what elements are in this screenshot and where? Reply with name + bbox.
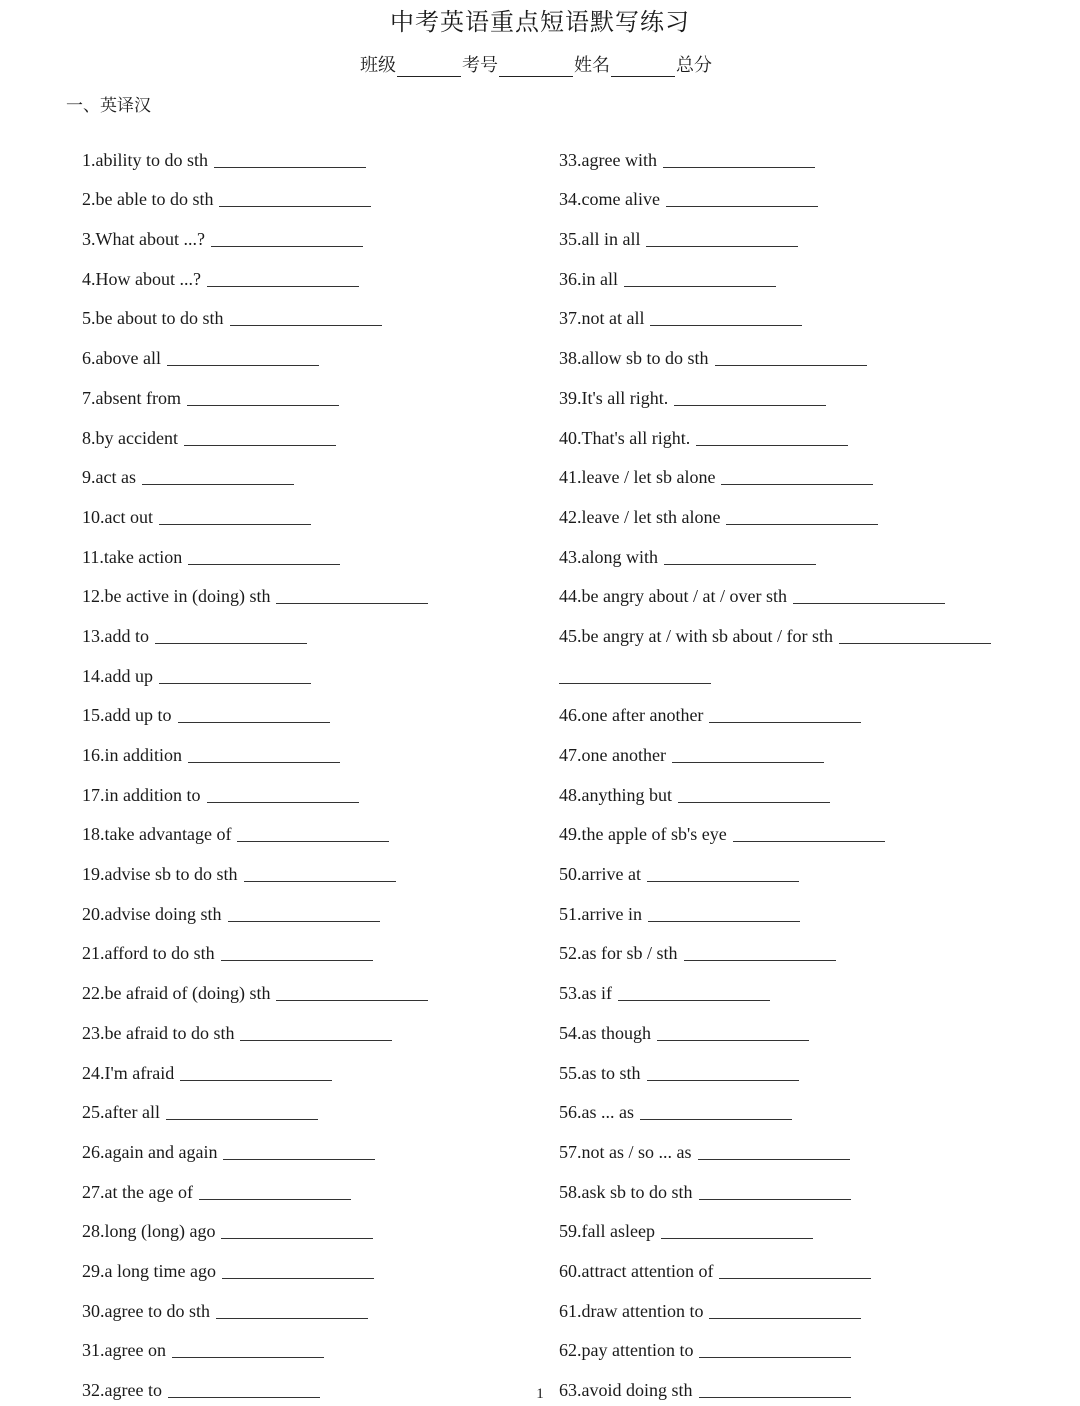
answer-blank[interactable] <box>715 364 867 366</box>
phrase-item <box>559 1242 991 1282</box>
phrase-text: 29.a long time ago <box>82 1260 216 1281</box>
answer-blank[interactable] <box>661 1237 813 1239</box>
phrase-item <box>559 449 991 489</box>
answer-blank[interactable] <box>207 285 359 287</box>
phrase-item <box>82 925 428 965</box>
phrase-text: 32.agree to <box>82 1380 162 1400</box>
phrase-text: 36.in all <box>559 268 618 289</box>
phrase-item <box>559 210 991 250</box>
page-number: 1 <box>536 1386 544 1402</box>
phrase-text: 3.What about ...? <box>82 229 205 250</box>
phrase-text: 39.It's all right. <box>559 387 669 408</box>
phrase-text: 13.add to <box>82 625 149 646</box>
phrase-item <box>82 647 428 687</box>
answer-blank[interactable] <box>172 1356 324 1358</box>
answer-blank[interactable] <box>726 523 878 525</box>
answer-blank[interactable] <box>207 801 359 803</box>
answer-blank[interactable] <box>214 166 366 168</box>
phrase-text: 62.pay attention to <box>559 1340 694 1361</box>
phrase-item <box>82 1123 428 1163</box>
phrase-item <box>559 647 991 687</box>
answer-blank[interactable] <box>180 1079 332 1081</box>
answer-blank[interactable] <box>721 483 873 485</box>
answer-blank[interactable] <box>237 840 389 842</box>
phrase-item <box>559 369 991 409</box>
phrase-item <box>82 806 428 846</box>
phrase-item <box>559 1123 991 1163</box>
left-column <box>82 131 428 1401</box>
phrase-text: 20.advise doing sth <box>82 903 222 924</box>
phrase-text: 17.in addition to <box>82 784 201 805</box>
answer-blank[interactable] <box>184 444 336 446</box>
phrase-text: 10.act out <box>82 506 153 527</box>
phrase-item <box>82 1203 428 1243</box>
phrase-item <box>559 845 991 885</box>
phrase-text: 48.anything but <box>559 784 672 805</box>
answer-blank[interactable] <box>733 840 885 842</box>
phrase-text: 4.How about ...? <box>82 268 201 289</box>
phrase-text: 34.come alive <box>559 189 660 210</box>
phrase-item <box>559 726 991 766</box>
answer-blank[interactable] <box>187 404 339 406</box>
phrase-item <box>559 1282 991 1322</box>
phrase-item <box>82 290 428 330</box>
phrase-item <box>559 1163 991 1203</box>
phrase-text: 45.be angry at / with sb about / for sth <box>559 625 833 646</box>
phrase-item <box>82 607 428 647</box>
phrase-item <box>82 1242 428 1282</box>
phrase-text: 57.not as / so ... as <box>559 1141 692 1162</box>
phrase-item <box>82 210 428 250</box>
answer-blank[interactable] <box>793 602 945 604</box>
answer-blank[interactable] <box>199 1198 351 1200</box>
phrase-text: 11.take action <box>82 546 183 567</box>
phrase-item <box>559 925 991 965</box>
phrase-text: 12.be active in (doing) sth <box>82 586 271 607</box>
answer-blank[interactable] <box>663 166 815 168</box>
answer-blank[interactable] <box>839 642 991 644</box>
phrase-item <box>559 131 991 171</box>
name-field[interactable] <box>611 58 675 77</box>
phrase-item <box>82 766 428 806</box>
phrase-item <box>82 1004 428 1044</box>
phrase-item <box>82 329 428 369</box>
phrase-text: 37.not at all <box>559 308 645 329</box>
phrase-text: 27.at the age of <box>82 1181 193 1202</box>
phrase-text: 14.add up <box>82 665 153 686</box>
answer-blank[interactable] <box>211 245 363 247</box>
phrase-text: 22.be afraid of (doing) sth <box>82 983 271 1004</box>
phrase-item <box>82 726 428 766</box>
phrase-item <box>82 1282 428 1322</box>
phrase-text: 15.add up to <box>82 705 172 726</box>
answer-blank[interactable] <box>216 1317 368 1319</box>
answer-blank[interactable] <box>159 523 311 525</box>
phrase-text: 56.as ... as <box>559 1102 634 1123</box>
phrase-text: 25.after all <box>82 1102 160 1123</box>
phrase-text: 41.leave / let sb alone <box>559 467 716 488</box>
phrase-text: 54.as though <box>559 1022 651 1043</box>
phrase-item <box>82 885 428 925</box>
phrase-item <box>559 607 991 647</box>
name-label: 姓名 <box>574 55 610 76</box>
phrase-text: 55.as to sth <box>559 1062 641 1083</box>
answer-blank[interactable] <box>648 920 800 922</box>
phrase-text: 1.ability to do sth <box>82 149 208 170</box>
phrase-text: 16.in addition <box>82 745 182 765</box>
answer-blank[interactable] <box>188 563 340 565</box>
phrase-item <box>559 171 991 211</box>
phrase-text: 2.be able to do sth <box>82 189 214 210</box>
answer-blank[interactable] <box>647 1079 799 1081</box>
phrase-item <box>82 568 428 608</box>
phrase-text: 50.arrive at <box>559 864 641 885</box>
answer-blank[interactable] <box>696 444 848 446</box>
phrase-item <box>82 409 428 449</box>
phrase-text: 44.be angry about / at / over sth <box>559 586 787 607</box>
answer-blank[interactable] <box>709 721 861 723</box>
phrase-item <box>559 1044 991 1084</box>
phrase-text: 42.leave / let sth alone <box>559 506 721 527</box>
class-label: 班级 <box>360 55 396 76</box>
phrase-item <box>559 1322 991 1362</box>
answer-blank[interactable] <box>674 404 826 406</box>
phrase-text: 43.along with <box>559 546 658 567</box>
student-info-row <box>360 51 712 77</box>
phrase-text: 26.again and again <box>82 1141 218 1162</box>
phrase-item <box>559 290 991 330</box>
phrase-text: 59.fall asleep <box>559 1221 655 1242</box>
phrase-text: 40.That's all right. <box>559 427 691 448</box>
phrase-item <box>559 687 991 727</box>
phrase-item <box>559 885 991 925</box>
phrase-item <box>82 449 428 489</box>
phrase-item <box>82 1163 428 1203</box>
phrase-item <box>82 845 428 885</box>
answer-blank[interactable] <box>230 324 382 326</box>
phrase-text: 52.as for sb / sth <box>559 943 678 964</box>
phrase-text: 30.agree to do sth <box>82 1300 210 1321</box>
answer-blank[interactable] <box>650 324 802 326</box>
answer-blank[interactable] <box>222 1277 374 1279</box>
phrase-item <box>82 171 428 211</box>
phrase-item <box>559 806 991 846</box>
answer-blank[interactable] <box>221 1237 373 1239</box>
phrase-item <box>82 964 428 1004</box>
phrase-item <box>82 369 428 409</box>
phrase-item <box>559 250 991 290</box>
answer-blank[interactable] <box>221 959 373 961</box>
answer-blank[interactable] <box>698 1158 850 1160</box>
phrase-item <box>82 1084 428 1124</box>
exam-number-field[interactable] <box>499 58 573 77</box>
phrase-text: 49.the apple of sb's eye <box>559 824 727 845</box>
answer-blank[interactable] <box>699 1198 851 1200</box>
phrase-text: 53.as if <box>559 983 612 1004</box>
answer-blank[interactable] <box>719 1277 871 1279</box>
phrase-text: 8.by accident <box>82 427 178 448</box>
answer-blank[interactable] <box>188 761 340 763</box>
phrase-text: 24.I'm afraid <box>82 1062 175 1083</box>
class-field[interactable] <box>397 58 461 77</box>
exam-number-label: 考号 <box>462 55 498 76</box>
answer-blank[interactable] <box>244 880 396 882</box>
phrase-text: 60.attract attention of <box>559 1260 714 1281</box>
answer-blank[interactable] <box>624 285 776 287</box>
phrase-text: 61.draw attention to <box>559 1300 704 1321</box>
phrase-item <box>559 964 991 1004</box>
right-column <box>559 131 991 1401</box>
phrase-item <box>559 329 991 369</box>
answer-blank[interactable] <box>276 999 428 1001</box>
phrase-text: 5.be about to do sth <box>82 308 224 329</box>
answer-blank[interactable] <box>167 364 319 366</box>
phrase-text: 7.absent from <box>82 387 181 408</box>
phrase-text: 35.all in all <box>559 229 641 250</box>
answer-blank[interactable] <box>159 682 311 684</box>
answer-blank[interactable] <box>666 205 818 207</box>
phrase-text: 38.allow sb to do sth <box>559 348 709 369</box>
phrase-text: 51.arrive in <box>559 903 642 924</box>
answer-blank[interactable] <box>142 483 294 485</box>
phrase-text: 23.be afraid to do sth <box>82 1022 235 1043</box>
phrase-item <box>559 1004 991 1044</box>
phrase-text: 31.agree on <box>82 1340 166 1361</box>
phrase-text: 63.avoid doing sth <box>559 1380 693 1400</box>
phrase-item <box>82 131 428 171</box>
phrase-text: 28.long (long) ago <box>82 1221 216 1242</box>
answer-blank[interactable] <box>223 1158 375 1160</box>
phrase-item <box>559 1203 991 1243</box>
answer-blank[interactable] <box>559 682 711 684</box>
answer-blank[interactable] <box>684 959 836 961</box>
phrase-item <box>82 250 428 290</box>
answer-blank[interactable] <box>647 880 799 882</box>
phrase-item <box>559 409 991 449</box>
answer-blank[interactable] <box>618 999 770 1001</box>
answer-blank[interactable] <box>640 1118 792 1120</box>
answer-blank[interactable] <box>709 1317 861 1319</box>
section-heading: 一、英译汉 <box>66 96 151 116</box>
phrase-item <box>82 528 428 568</box>
phrase-text: 58.ask sb to do sth <box>559 1181 693 1202</box>
phrase-text: 18.take advantage of <box>82 824 232 845</box>
answer-blank[interactable] <box>678 801 830 803</box>
phrase-text: 9.act as <box>82 467 136 488</box>
total-score-label: 总分 <box>676 55 712 76</box>
answer-blank[interactable] <box>664 563 816 565</box>
phrase-text: 6.above all <box>82 348 161 369</box>
phrase-item <box>559 488 991 528</box>
phrase-item <box>559 766 991 806</box>
answer-blank[interactable] <box>228 920 380 922</box>
answer-blank[interactable] <box>276 602 428 604</box>
phrase-item <box>559 568 991 608</box>
phrase-text: 21.afford to do sth <box>82 943 215 964</box>
phrase-text: 19.advise sb to do sth <box>82 864 238 885</box>
phrase-text: 47.one another <box>559 745 666 765</box>
answer-blank[interactable] <box>155 642 307 644</box>
phrase-item <box>82 1322 428 1362</box>
answer-blank[interactable] <box>699 1356 851 1358</box>
phrase-text: 33.agree with <box>559 149 657 170</box>
phrase-item <box>82 1044 428 1084</box>
answer-blank[interactable] <box>672 761 824 763</box>
answer-blank[interactable] <box>657 1039 809 1041</box>
phrase-item <box>82 488 428 528</box>
answer-blank[interactable] <box>166 1118 318 1120</box>
phrase-item <box>82 687 428 727</box>
phrase-text: 46.one after another <box>559 705 704 726</box>
phrase-item <box>559 528 991 568</box>
answer-blank[interactable] <box>646 245 798 247</box>
answer-blank[interactable] <box>240 1039 392 1041</box>
answer-blank[interactable] <box>219 205 371 207</box>
phrase-item <box>559 1084 991 1124</box>
answer-blank[interactable] <box>178 721 330 723</box>
page-title: 中考英语重点短语默写练习 <box>390 8 690 36</box>
